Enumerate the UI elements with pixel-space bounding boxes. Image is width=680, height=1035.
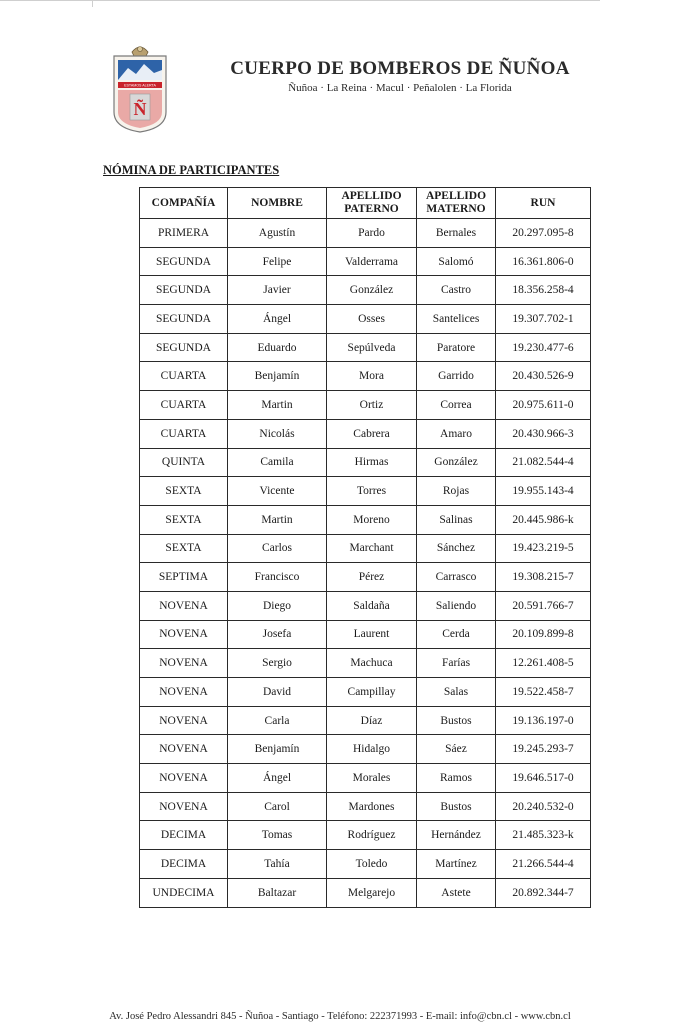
cell-company: UNDECIMA <box>140 878 228 907</box>
cell-maternal: Garrido <box>417 362 496 391</box>
page-top-tick <box>92 0 93 7</box>
cell-maternal: Salomó <box>417 247 496 276</box>
cell-name: Diego <box>228 591 327 620</box>
table-row <box>140 850 591 879</box>
cell-paternal: Saldaña <box>327 591 417 620</box>
cell-company: CUARTA <box>140 362 228 391</box>
cell-maternal: Astete <box>417 878 496 907</box>
cell-name: Javier <box>228 276 327 305</box>
table-row <box>140 276 591 305</box>
cell-run: 20.591.766-7 <box>496 591 591 620</box>
crest-letter: Ñ <box>133 99 147 119</box>
cell-name: Ángel <box>228 764 327 793</box>
cell-run: 20.975.611-0 <box>496 391 591 420</box>
cell-maternal: Paratore <box>417 333 496 362</box>
cell-name: Sergio <box>228 649 327 678</box>
cell-maternal: Sánchez <box>417 534 496 563</box>
cell-paternal: Hidalgo <box>327 735 417 764</box>
header-paternal-line-2: PATERNO <box>344 203 399 215</box>
cell-name: Ángel <box>228 305 327 334</box>
cell-run: 16.361.806-0 <box>496 247 591 276</box>
cell-maternal: Correa <box>417 391 496 420</box>
cell-paternal: Hirmas <box>327 448 417 477</box>
header-run <box>496 188 591 219</box>
cell-paternal: Torres <box>327 477 417 506</box>
cell-paternal: Pérez <box>327 563 417 592</box>
cell-name: Benjamín <box>228 362 327 391</box>
header-paternal-line-1: APELLIDO <box>341 190 402 202</box>
cell-run: 20.430.526-9 <box>496 362 591 391</box>
cell-name: Felipe <box>228 247 327 276</box>
table-row <box>140 591 591 620</box>
cell-company: NOVENA <box>140 649 228 678</box>
cell-company: NOVENA <box>140 735 228 764</box>
cell-maternal: Salinas <box>417 505 496 534</box>
cell-company: PRIMERA <box>140 219 228 248</box>
fire-department-crest-logo <box>110 42 170 134</box>
cell-company: SEGUNDA <box>140 333 228 362</box>
table-row <box>140 706 591 735</box>
cell-run: 19.230.477-6 <box>496 333 591 362</box>
cell-name: Francisco <box>228 563 327 592</box>
cell-run: 19.423.219-5 <box>496 534 591 563</box>
cell-company: SEXTA <box>140 534 228 563</box>
header-company-label: COMPAÑÍA <box>151 196 216 209</box>
header-paternal-surname <box>327 188 417 219</box>
cell-run: 19.522.458-7 <box>496 678 591 707</box>
cell-paternal: Ortiz <box>327 391 417 420</box>
cell-paternal: Osses <box>327 305 417 334</box>
cell-paternal: Cabrera <box>327 419 417 448</box>
cell-run: 18.356.258-4 <box>496 276 591 305</box>
cell-name: Tomas <box>228 821 327 850</box>
cell-paternal: Sepúlveda <box>327 333 417 362</box>
cell-name: Martin <box>228 505 327 534</box>
cell-company: SEPTIMA <box>140 563 228 592</box>
cell-name: Vicente <box>228 477 327 506</box>
header-run-label: RUN <box>530 196 556 209</box>
cell-company: CUARTA <box>140 391 228 420</box>
cell-company: NOVENA <box>140 620 228 649</box>
cell-maternal: Saliendo <box>417 591 496 620</box>
page-top-rule <box>0 0 600 1</box>
cell-run: 21.082.544-4 <box>496 448 591 477</box>
table-row <box>140 362 591 391</box>
cell-maternal: Rojas <box>417 477 496 506</box>
table-row <box>140 764 591 793</box>
cell-run: 19.307.702-1 <box>496 305 591 334</box>
cell-run: 19.308.215-7 <box>496 563 591 592</box>
cell-paternal: Díaz <box>327 706 417 735</box>
cell-name: Josefa <box>228 620 327 649</box>
cell-paternal: Toledo <box>327 850 417 879</box>
cell-paternal: Machuca <box>327 649 417 678</box>
table-row <box>140 477 591 506</box>
cell-paternal: Campillay <box>327 678 417 707</box>
table-row <box>140 678 591 707</box>
cell-run: 19.245.293-7 <box>496 735 591 764</box>
cell-paternal: Marchant <box>327 534 417 563</box>
cell-company: SEGUNDA <box>140 276 228 305</box>
cell-paternal: Moreno <box>327 505 417 534</box>
table-row <box>140 821 591 850</box>
cell-name: Benjamín <box>228 735 327 764</box>
table-row <box>140 247 591 276</box>
cell-name: Nicolás <box>228 419 327 448</box>
cell-name: Tahía <box>228 850 327 879</box>
cell-maternal: González <box>417 448 496 477</box>
cell-maternal: Farías <box>417 649 496 678</box>
cell-company: CUARTA <box>140 419 228 448</box>
cell-company: SEXTA <box>140 505 228 534</box>
cell-company: SEGUNDA <box>140 247 228 276</box>
cell-maternal: Ramos <box>417 764 496 793</box>
table-row <box>140 219 591 248</box>
table-row <box>140 333 591 362</box>
table-row <box>140 735 591 764</box>
table-row <box>140 391 591 420</box>
participants-table <box>139 187 591 908</box>
cell-run: 20.892.344-7 <box>496 878 591 907</box>
cell-maternal: Sáez <box>417 735 496 764</box>
cell-company: NOVENA <box>140 706 228 735</box>
cell-maternal: Martínez <box>417 850 496 879</box>
cell-name: Carla <box>228 706 327 735</box>
table-row <box>140 305 591 334</box>
cell-maternal: Santelices <box>417 305 496 334</box>
cell-run: 19.646.517-0 <box>496 764 591 793</box>
cell-company: NOVENA <box>140 792 228 821</box>
table-header-row <box>140 188 591 219</box>
cell-name: Carlos <box>228 534 327 563</box>
cell-name: Baltazar <box>228 878 327 907</box>
cell-maternal: Bustos <box>417 792 496 821</box>
cell-maternal: Bernales <box>417 219 496 248</box>
cell-company: SEGUNDA <box>140 305 228 334</box>
cell-company: NOVENA <box>140 764 228 793</box>
header-maternal-line-2: MATERNO <box>426 203 486 215</box>
section-title: NÓMINA DE PARTICIPANTES <box>103 163 280 177</box>
header-company <box>140 188 228 219</box>
table-row <box>140 505 591 534</box>
participants-table-body <box>140 219 591 908</box>
organization-name: CUERPO DE BOMBEROS DE ÑUÑOA <box>230 58 570 79</box>
cell-name: Camila <box>228 448 327 477</box>
cell-run: 19.136.197-0 <box>496 706 591 735</box>
cell-run: 20.430.966-3 <box>496 419 591 448</box>
cell-paternal: Morales <box>327 764 417 793</box>
cell-paternal: González <box>327 276 417 305</box>
header-name-label: NOMBRE <box>251 196 303 209</box>
cell-maternal: Salas <box>417 678 496 707</box>
cell-maternal: Castro <box>417 276 496 305</box>
cell-maternal: Bustos <box>417 706 496 735</box>
cell-company: QUINTA <box>140 448 228 477</box>
table-row <box>140 878 591 907</box>
organization-communes: Ñuñoa · La Reina · Macul · Peñalolen · La Florida <box>288 82 512 94</box>
table-row <box>140 534 591 563</box>
cell-name: David <box>228 678 327 707</box>
cell-company: SEXTA <box>140 477 228 506</box>
cell-name: Martin <box>228 391 327 420</box>
cell-maternal: Hernández <box>417 821 496 850</box>
cell-paternal: Melgarejo <box>327 878 417 907</box>
cell-maternal: Amaro <box>417 419 496 448</box>
cell-paternal: Laurent <box>327 620 417 649</box>
cell-run: 20.445.986-k <box>496 505 591 534</box>
cell-maternal: Cerda <box>417 620 496 649</box>
cell-run: 21.266.544-4 <box>496 850 591 879</box>
cell-run: 20.240.532-0 <box>496 792 591 821</box>
cell-name: Agustín <box>228 219 327 248</box>
cell-company: DECIMA <box>140 821 228 850</box>
cell-name: Carol <box>228 792 327 821</box>
table-row <box>140 563 591 592</box>
cell-paternal: Valderrama <box>327 247 417 276</box>
table-row <box>140 649 591 678</box>
cell-paternal: Rodríguez <box>327 821 417 850</box>
header-maternal-line-1: APELLIDO <box>425 190 487 202</box>
cell-name: Eduardo <box>228 333 327 362</box>
header-maternal-surname <box>417 188 496 219</box>
header-name <box>228 188 327 219</box>
footer-contact: Av. José Pedro Alessandri 845 - Ñuñoa - Santiago - Teléfono: 222371993 - E-mail: info@cbn.cl - www.cbn.cl <box>109 1011 571 1022</box>
table-row <box>140 419 591 448</box>
table-row <box>140 448 591 477</box>
table-row <box>140 620 591 649</box>
cell-run: 21.485.323-k <box>496 821 591 850</box>
cell-company: NOVENA <box>140 591 228 620</box>
cell-paternal: Pardo <box>327 219 417 248</box>
cell-company: NOVENA <box>140 678 228 707</box>
table-row <box>140 792 591 821</box>
crest-motto: ESTAMOS ALERTA <box>124 83 156 88</box>
cell-company: DECIMA <box>140 850 228 879</box>
cell-run: 12.261.408-5 <box>496 649 591 678</box>
cell-paternal: Mardones <box>327 792 417 821</box>
cell-run: 19.955.143-4 <box>496 477 591 506</box>
cell-run: 20.297.095-8 <box>496 219 591 248</box>
cell-maternal: Carrasco <box>417 563 496 592</box>
cell-paternal: Mora <box>327 362 417 391</box>
cell-run: 20.109.899-8 <box>496 620 591 649</box>
